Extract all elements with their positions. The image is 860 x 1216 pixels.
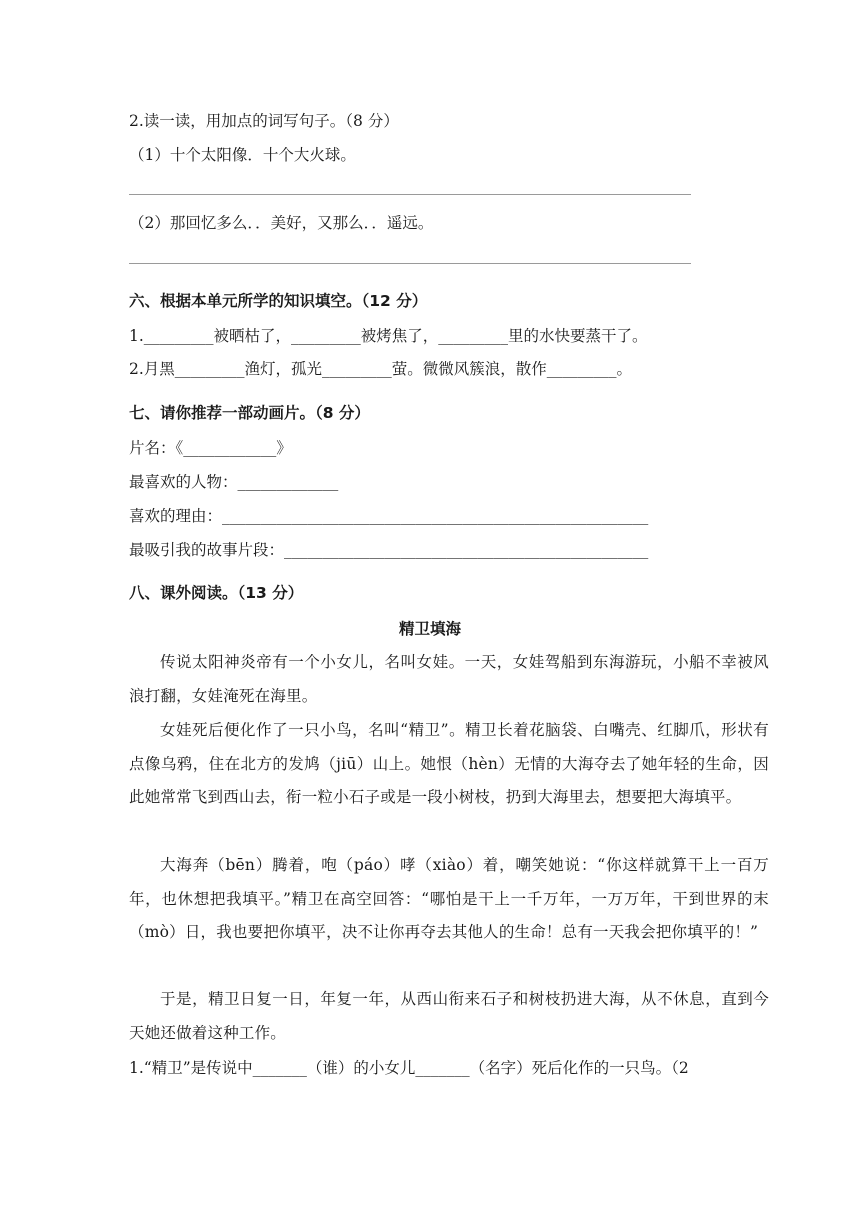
answer-line	[129, 194, 691, 195]
fill-blank-line-1: 1._________被晒枯了，_________被烤焦了，_________里的水快要蒸干了。	[129, 327, 648, 345]
reading-question-1: 1.“精卫”是传说中_______（谁）的小女儿_______（名字）死后化作的一只鸟。（2	[129, 1059, 689, 1077]
section-8-heading: 八、课外阅读。（13 分）	[129, 584, 304, 602]
question-2-item-1: （1）十个太阳像．十个大火球。	[129, 146, 356, 164]
question-2-item-2: （2）那回忆多么．．美好，又那么．．遥远。	[129, 214, 434, 232]
answer-line	[129, 263, 691, 264]
fill-blank-line-2: 2.月黑_________渔灯，孤光_________萤。微微风簇浪，散作_________。	[129, 360, 633, 378]
film-name-field: 片名：《____________》	[129, 439, 292, 457]
story-paragraph-1: 传说太阳神炎帝有一个小女儿，名叫女娃。一天，女娃驾船到东海游玩，小船不幸被风浪打翻，女娃淹死在海里。	[129, 653, 769, 705]
section-7-heading: 七、请你推荐一部动画片。（8 分）	[129, 404, 370, 422]
favorite-segment-field: 最吸引我的故事片段：_______________________________________________	[129, 541, 649, 559]
story-paragraph-4: 于是，精卫日复一日，年复一年，从西山衔来石子和树枝扔进大海，从不休息，直到今天她还做着这种工作。	[129, 990, 769, 1042]
story-paragraph-2: 女娃死后便化作了一只小鸟，名叫“精卫”。精卫长着花脑袋、白嘴壳、红脚爪，形状有点像乌鸦，住在北方的发鸠（jiū）山上。她恨（hèn）无情的大海夺去了她年轻的生命，因此她常常飞到西山去，衔一粒小石子或是一段小树枝，扔到大海里去，想要把大海填平。	[129, 721, 769, 806]
story-title: 精卫填海	[398, 620, 461, 638]
story-paragraph-3: 大海奔（bēn）腾着，咆（páo）哮（xiào）着，嘲笑她说：“你这样就算干上一百万年，也休想把我填平。”精卫在高空回答：“哪怕是干上一千万年，一万万年，干到世界的末（mò）日，我也要把你填平，决不让你再夺去其他人的生命！总有一天我会把你填平的！”	[129, 856, 769, 941]
favorite-character-field: 最喜欢的人物：_____________	[129, 473, 339, 491]
reason-field: 喜欢的理由：_______________________________________________________	[129, 507, 649, 525]
question-2-title: 2.读一读，用加点的词写句子。（8 分）	[129, 112, 399, 130]
section-6-heading: 六、根据本单元所学的知识填空。（12 分）	[129, 292, 428, 310]
